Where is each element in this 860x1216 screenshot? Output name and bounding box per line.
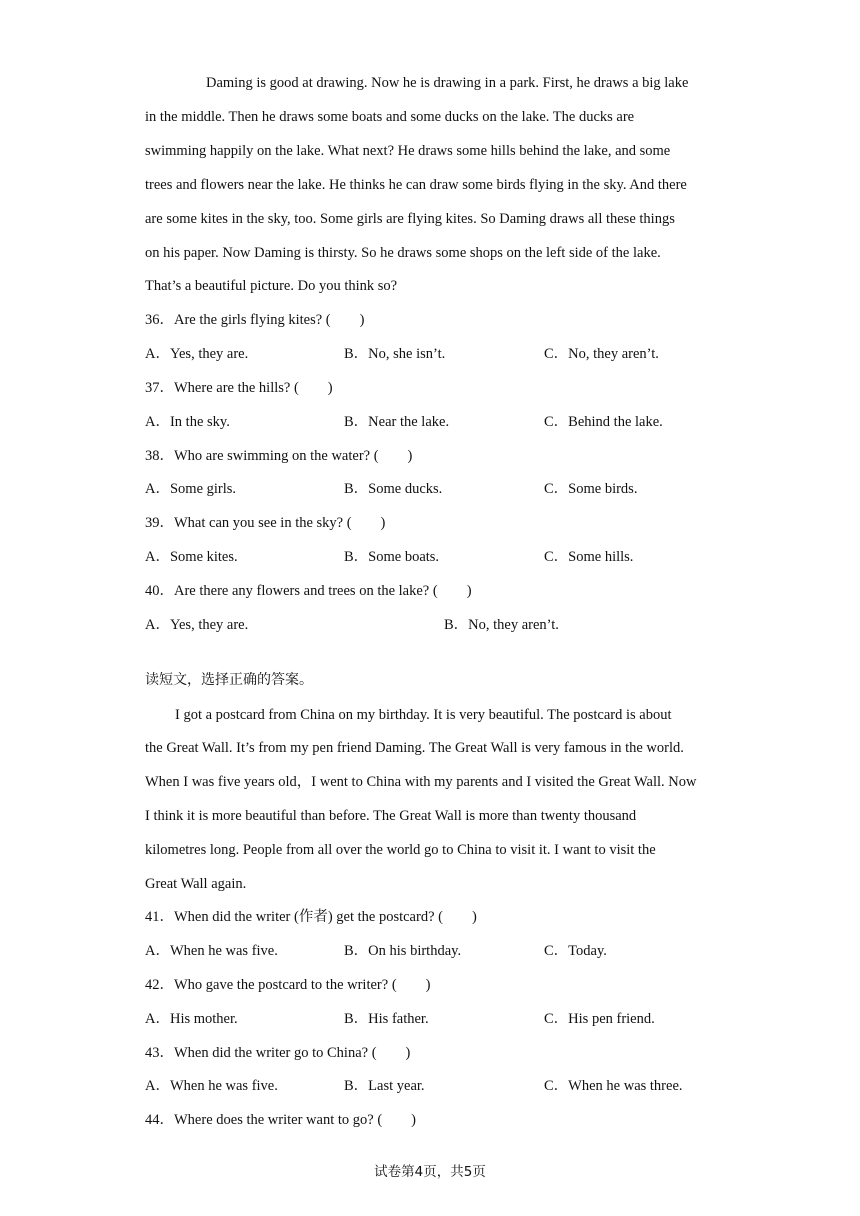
question-43: 43．When did the writer go to China? ( ) (145, 1045, 411, 1061)
passage1-line-1: Daming is good at drawing. Now he is drawing in a park. First, he draws a big lake (206, 75, 689, 91)
q42-option-a[interactable]: A．His mother. (145, 1011, 238, 1027)
q36-option-a[interactable]: A．Yes, they are. (145, 346, 249, 362)
q39-option-a[interactable]: A．Some kites. (145, 549, 238, 565)
q38-option-c[interactable]: C．Some birds. (544, 481, 638, 497)
q41-option-c[interactable]: C．Today. (544, 943, 607, 959)
passage1-line-7: That’s a beautiful picture. Do you think so? (145, 278, 398, 294)
q42-option-c[interactable]: C．His pen friend. (544, 1011, 655, 1027)
section-2-title: 读短文，选择正确的答案。 (145, 672, 313, 688)
q42-option-b[interactable]: B．His father. (344, 1011, 429, 1027)
passage2-line-6: Great Wall again. (145, 876, 247, 892)
q37-option-b[interactable]: B．Near the lake. (344, 414, 450, 430)
question-37: 37．Where are the hills? ( ) (145, 380, 333, 396)
passage1-line-2: in the middle. Then he draws some boats and some ducks on the lake. The ducks are (145, 109, 635, 125)
q43-option-c[interactable]: C．When he was three. (544, 1078, 683, 1094)
page-footer: 试卷第4页，共5页 (374, 1164, 486, 1180)
question-41: 41．When did the writer (作者) get the postcard? ( ) (145, 909, 477, 925)
q39-option-b[interactable]: B．Some boats. (344, 549, 440, 565)
q41-option-b[interactable]: B．On his birthday. (344, 943, 462, 959)
passage1-line-5: are some kites in the sky, too. Some girls are flying kites. So Daming draws all these things (145, 211, 675, 227)
q41-option-a[interactable]: A．When he was five. (145, 943, 278, 959)
passage2-line-1: I got a postcard from China on my birthday. It is very beautiful. The postcard is about (175, 707, 672, 723)
q36-option-b[interactable]: B．No, she isn’t. (344, 346, 446, 362)
passage1-line-3: swimming happily on the lake. What next? He draws some hills behind the lake, and some (145, 143, 671, 159)
q38-option-b[interactable]: B．Some ducks. (344, 481, 443, 497)
q37-option-a[interactable]: A．In the sky. (145, 414, 230, 430)
question-40: 40．Are there any flowers and trees on the lake? ( ) (145, 583, 472, 599)
question-44: 44．Where does the writer want to go? ( ) (145, 1112, 416, 1128)
q38-option-a[interactable]: A．Some girls. (145, 481, 237, 497)
question-38: 38．Who are swimming on the water? ( ) (145, 448, 413, 464)
question-39: 39．What can you see in the sky? ( ) (145, 515, 386, 531)
q40-option-a[interactable]: A．Yes, they are. (145, 617, 249, 633)
q39-option-c[interactable]: C．Some hills. (544, 549, 634, 565)
q36-option-c[interactable]: C．No, they aren’t. (544, 346, 659, 362)
q37-option-c[interactable]: C．Behind the lake. (544, 414, 663, 430)
passage2-line-2: the Great Wall. It’s from my pen friend Daming. The Great Wall is very famous in the world. (145, 740, 684, 756)
passage2-line-5: kilometres long. People from all over the world go to China to visit it. I want to visit the (145, 842, 656, 858)
q40-option-b[interactable]: B．No, they aren’t. (444, 617, 559, 633)
question-42: 42．Who gave the postcard to the writer? ( ) (145, 977, 431, 993)
passage1-line-4: trees and flowers near the lake. He thinks he can draw some birds flying in the sky. And there (145, 177, 687, 193)
q43-option-b[interactable]: B．Last year. (344, 1078, 425, 1094)
q43-option-a[interactable]: A．When he was five. (145, 1078, 278, 1094)
passage1-line-6: on his paper. Now Daming is thirsty. So he draws some shops on the left side of the lake. (145, 245, 661, 261)
question-36: 36．Are the girls flying kites? ( ) (145, 312, 365, 328)
passage2-line-4: I think it is more beautiful than before. The Great Wall is more than twenty thousand (145, 808, 637, 824)
passage2-line-3: When I was five years old，I went to China with my parents and I visited the Great Wall. Now (145, 774, 697, 790)
